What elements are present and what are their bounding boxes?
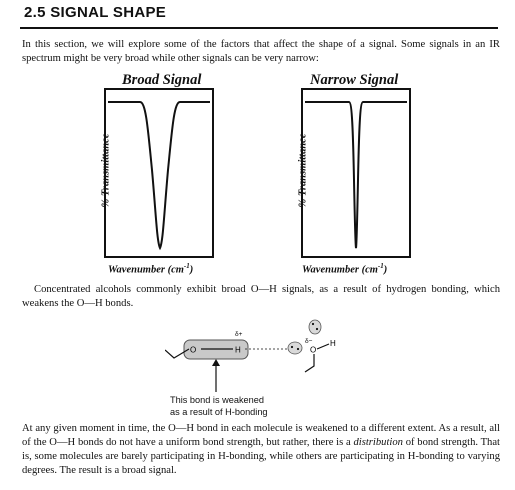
delta-plus-label: δ+ — [235, 331, 243, 338]
broad-signal-xlabel: Wavenumber $(cm^{-1})$ — [108, 262, 194, 276]
broad-signal-ylabel: % Transmittance — [100, 133, 112, 208]
broad-signal-graph — [104, 88, 214, 258]
intro-paragraph: In this section, we will explore some of the factors that affect the shape of a signal. Some signals in an IR spectrum might be very broad while other signals can be very narrow: — [22, 39, 500, 64]
lone-pair-left — [288, 342, 302, 354]
narrow-signal-graph — [301, 88, 411, 258]
distribution-emphasis: distribution — [353, 437, 403, 448]
left-hydrogen: H — [235, 345, 241, 355]
narrow-signal-ylabel: % Transmittance — [297, 133, 309, 208]
bond-caption-line1: This bond is weakened — [170, 395, 264, 405]
broad-signal-title: Broad Signal — [122, 72, 202, 88]
lone-pair-top — [309, 320, 321, 334]
narrow-signal-title: Narrow Signal — [310, 72, 399, 88]
right-alkyl-chain — [305, 354, 314, 372]
alcohols-paragraph: Concentrated alcohols commonly exhibit broad O—H signals, as a result of hydrogen bonding, which weakens the O—H bonds. — [22, 284, 500, 309]
right-oh-bond — [317, 344, 329, 349]
bond-caption-line2: as a result of H-bonding — [170, 407, 268, 417]
broad-signal-curve — [106, 90, 212, 256]
narrow-signal-xlabel: Wavenumber $(cm^{-1})$ — [302, 262, 388, 276]
right-hydrogen: H — [330, 339, 336, 348]
final-paragraph: At any given moment in time, the O—H bond in each molecule is weakened to a different extent. As a result, all of the O—H bonds do not have a uniform bond strength, but rather, there is a distribution of bond strength. That is, some molecules are barely participating in H-bonding, while others are participating in H-bonding to varying degrees. The result is a broad signal. — [22, 423, 500, 476]
delta-minus-label: δ− — [305, 338, 313, 345]
narrow-signal-curve — [303, 90, 409, 256]
right-oxygen: O — [310, 345, 317, 355]
section-title: 2.5 SIGNAL SHAPE — [24, 4, 167, 21]
left-oxygen: O — [190, 345, 197, 355]
title-rule — [20, 27, 498, 29]
hydrogen-bond-diagram — [165, 318, 365, 398]
